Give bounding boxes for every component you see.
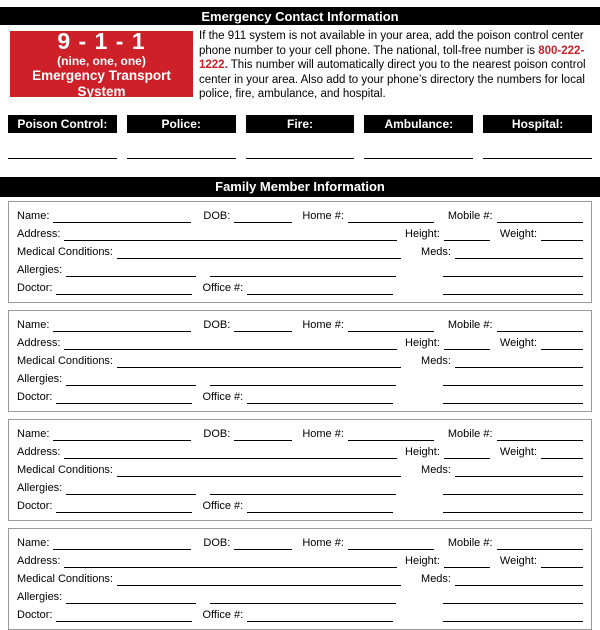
allergies-label: Allergies: bbox=[17, 263, 63, 276]
doctor-blank-line bbox=[56, 403, 192, 404]
office-phone-label: Office #: bbox=[202, 390, 244, 403]
allergies-extra-blank-line bbox=[210, 276, 396, 277]
911-number: 9 - 1 - 1 bbox=[57, 28, 146, 54]
emergency-contacts-blank-lines bbox=[8, 158, 592, 159]
family-members bbox=[8, 201, 592, 630]
meds-label: Meds: bbox=[421, 572, 451, 585]
meds-extra-blank-line-1 bbox=[443, 494, 583, 495]
dob-blank-line bbox=[234, 331, 292, 332]
meds-extra-blank-line-2 bbox=[443, 294, 583, 295]
member-row-allergies bbox=[17, 260, 583, 278]
member-row-doctor bbox=[17, 605, 583, 623]
meds-blank-line bbox=[455, 367, 583, 368]
address-label: Address: bbox=[17, 336, 61, 349]
home-phone-label: Home #: bbox=[302, 318, 344, 331]
name-label: Name: bbox=[17, 318, 50, 331]
allergies-extra-blank-line bbox=[210, 385, 396, 386]
medical-conditions-blank-line bbox=[117, 258, 401, 259]
meds-label: Meds: bbox=[421, 245, 451, 258]
instructions-after: This number will automatically direct you to the nearest poison control center in your area. Also add to your phone’s directory the numbers for local police, fire, ambulance, and hospital. bbox=[199, 59, 586, 100]
allergies-extra-blank-line bbox=[210, 603, 396, 604]
height-label: Height: bbox=[405, 554, 440, 567]
member-row-address bbox=[17, 442, 583, 460]
meds-extra-blank-line-2 bbox=[443, 403, 583, 404]
meds-extra-blank-line-1 bbox=[443, 276, 583, 277]
name-blank-line bbox=[53, 222, 191, 223]
mobile-phone-blank-line bbox=[497, 222, 583, 223]
medical-conditions-blank-line bbox=[117, 585, 401, 586]
blank-line-fire bbox=[246, 158, 355, 159]
member-row-name bbox=[17, 315, 583, 333]
doctor-blank-line bbox=[56, 621, 192, 622]
home-phone-label: Home #: bbox=[302, 209, 344, 222]
address-label: Address: bbox=[17, 445, 61, 458]
member-row-name bbox=[17, 533, 583, 551]
height-blank-line bbox=[444, 458, 490, 459]
weight-label: Weight: bbox=[499, 554, 537, 567]
office-phone-blank-line bbox=[247, 294, 393, 295]
home-phone-blank-line bbox=[348, 222, 434, 223]
address-label: Address: bbox=[17, 554, 61, 567]
doctor-label: Doctor: bbox=[17, 390, 53, 403]
member-row-medical bbox=[17, 351, 583, 369]
height-blank-line bbox=[444, 240, 490, 241]
dob-label: DOB: bbox=[203, 536, 231, 549]
meds-extra-blank-line-1 bbox=[443, 385, 583, 386]
office-phone-label: Office #: bbox=[202, 499, 244, 512]
dob-blank-line bbox=[234, 440, 292, 441]
instructions-before: If the 911 system is not available in your area, add the poison control center phone number to your cell phone. The national, toll-free number is bbox=[199, 30, 584, 57]
weight-label: Weight: bbox=[499, 227, 537, 240]
family-member-header bbox=[0, 177, 600, 197]
blank-line-poison-control bbox=[8, 158, 117, 159]
allergies-label: Allergies: bbox=[17, 372, 63, 385]
home-phone-blank-line bbox=[348, 549, 434, 550]
height-blank-line bbox=[444, 349, 490, 350]
dob-label: DOB: bbox=[203, 318, 231, 331]
home-phone-blank-line bbox=[348, 331, 434, 332]
member-row-address bbox=[17, 224, 583, 242]
medical-conditions-label: Medical Conditions: bbox=[17, 354, 113, 367]
home-phone-label: Home #: bbox=[302, 536, 344, 549]
office-phone-label: Office #: bbox=[202, 281, 244, 294]
doctor-blank-line bbox=[56, 294, 192, 295]
height-label: Height: bbox=[405, 227, 440, 240]
family-member-card bbox=[8, 528, 592, 630]
member-row-address bbox=[17, 333, 583, 351]
allergies-blank-line bbox=[66, 603, 196, 604]
emergency-contacts-labels bbox=[8, 115, 592, 133]
family-member-card bbox=[8, 201, 592, 303]
doctor-blank-line bbox=[56, 512, 192, 513]
meds-blank-line bbox=[455, 258, 583, 259]
name-label: Name: bbox=[17, 427, 50, 440]
weight-label: Weight: bbox=[499, 445, 537, 458]
allergies-blank-line bbox=[66, 385, 196, 386]
member-row-doctor bbox=[17, 496, 583, 514]
doctor-label: Doctor: bbox=[17, 608, 53, 621]
allergies-extra-blank-line bbox=[210, 494, 396, 495]
mobile-phone-blank-line bbox=[497, 549, 583, 550]
meds-extra-blank-line-2 bbox=[443, 621, 583, 622]
weight-blank-line bbox=[541, 349, 583, 350]
weight-blank-line bbox=[541, 240, 583, 241]
intro-section bbox=[10, 28, 592, 102]
mobile-phone-label: Mobile #: bbox=[447, 427, 493, 440]
member-row-medical bbox=[17, 460, 583, 478]
blank-line-police bbox=[127, 158, 236, 159]
allergies-label: Allergies: bbox=[17, 590, 63, 603]
meds-blank-line bbox=[455, 585, 583, 586]
address-blank-line bbox=[64, 458, 397, 459]
office-phone-blank-line bbox=[247, 621, 393, 622]
home-phone-label: Home #: bbox=[302, 427, 344, 440]
member-row-medical bbox=[17, 569, 583, 587]
medical-conditions-blank-line bbox=[117, 476, 401, 477]
mobile-phone-label: Mobile #: bbox=[447, 318, 493, 331]
height-label: Height: bbox=[405, 336, 440, 349]
weight-blank-line bbox=[541, 458, 583, 459]
office-phone-label: Office #: bbox=[202, 608, 244, 621]
medical-conditions-label: Medical Conditions: bbox=[17, 245, 113, 258]
medical-conditions-label: Medical Conditions: bbox=[17, 463, 113, 476]
contact-label-fire: Fire: bbox=[246, 115, 355, 133]
meds-extra-blank-line-1 bbox=[443, 603, 583, 604]
address-blank-line bbox=[64, 349, 397, 350]
name-blank-line bbox=[53, 549, 191, 550]
doctor-label: Doctor: bbox=[17, 281, 53, 294]
name-blank-line bbox=[53, 440, 191, 441]
911-pronunciation: (nine, one, one) bbox=[57, 54, 146, 68]
meds-extra-blank-line-2 bbox=[443, 512, 583, 513]
member-row-allergies bbox=[17, 587, 583, 605]
office-phone-blank-line bbox=[247, 403, 393, 404]
family-member-card bbox=[8, 310, 592, 412]
member-row-allergies bbox=[17, 369, 583, 387]
meds-label: Meds: bbox=[421, 463, 451, 476]
contact-label-police: Police: bbox=[127, 115, 236, 133]
dob-blank-line bbox=[234, 549, 292, 550]
contact-label-ambulance: Ambulance: bbox=[364, 115, 473, 133]
member-row-name bbox=[17, 206, 583, 224]
instructions-text bbox=[199, 29, 592, 102]
allergies-blank-line bbox=[66, 276, 196, 277]
name-label: Name: bbox=[17, 536, 50, 549]
weight-blank-line bbox=[541, 567, 583, 568]
member-row-allergies bbox=[17, 478, 583, 496]
name-label: Name: bbox=[17, 209, 50, 222]
address-blank-line bbox=[64, 240, 397, 241]
medical-conditions-label: Medical Conditions: bbox=[17, 572, 113, 585]
mobile-phone-blank-line bbox=[497, 331, 583, 332]
emergency-contact-header bbox=[0, 7, 600, 25]
allergies-blank-line bbox=[66, 494, 196, 495]
member-row-medical bbox=[17, 242, 583, 260]
mobile-phone-label: Mobile #: bbox=[447, 536, 493, 549]
doctor-label: Doctor: bbox=[17, 499, 53, 512]
name-blank-line bbox=[53, 331, 191, 332]
page-title: Emergency Contact Information bbox=[201, 8, 399, 24]
911-caption: Emergency Transport System bbox=[32, 68, 171, 99]
weight-label: Weight: bbox=[499, 336, 537, 349]
meds-blank-line bbox=[455, 476, 583, 477]
address-label: Address: bbox=[17, 227, 61, 240]
dob-blank-line bbox=[234, 222, 292, 223]
contact-label-poison-control: Poison Control: bbox=[8, 115, 117, 133]
member-row-doctor bbox=[17, 387, 583, 405]
height-blank-line bbox=[444, 567, 490, 568]
911-badge bbox=[10, 28, 193, 99]
office-phone-blank-line bbox=[247, 512, 393, 513]
allergies-label: Allergies: bbox=[17, 481, 63, 494]
height-label: Height: bbox=[405, 445, 440, 458]
dob-label: DOB: bbox=[203, 427, 231, 440]
address-blank-line bbox=[64, 567, 397, 568]
contact-label-hospital: Hospital: bbox=[483, 115, 592, 133]
meds-label: Meds: bbox=[421, 354, 451, 367]
mobile-phone-blank-line bbox=[497, 440, 583, 441]
blank-line-ambulance bbox=[364, 158, 473, 159]
home-phone-blank-line bbox=[348, 440, 434, 441]
member-row-address bbox=[17, 551, 583, 569]
member-row-name bbox=[17, 424, 583, 442]
dob-label: DOB: bbox=[203, 209, 231, 222]
family-section-title: Family Member Information bbox=[215, 179, 385, 194]
member-row-doctor bbox=[17, 278, 583, 296]
poison-control-phone-number: 800-222-1222. bbox=[199, 44, 585, 71]
mobile-phone-label: Mobile #: bbox=[447, 209, 493, 222]
blank-line-hospital bbox=[483, 158, 592, 159]
family-member-card bbox=[8, 419, 592, 521]
medical-conditions-blank-line bbox=[117, 367, 401, 368]
